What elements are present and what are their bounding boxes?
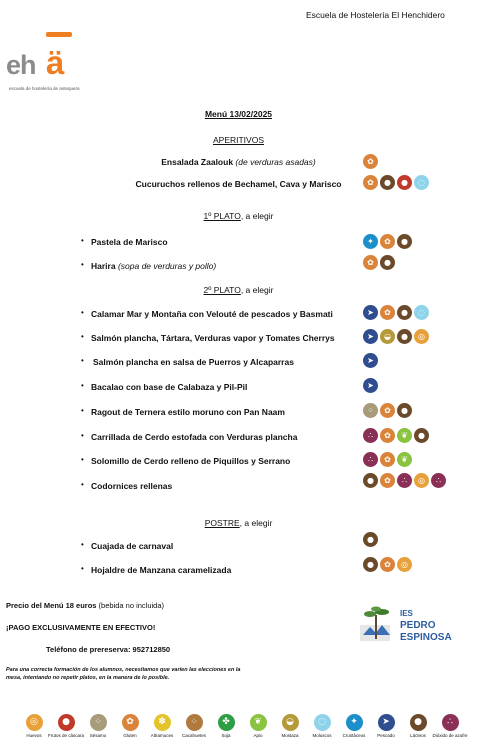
wheat-icon: ✿: [380, 428, 395, 443]
allergens-segundo-8: [363, 473, 446, 488]
mustard-icon: ◒: [380, 329, 395, 344]
allergens-postre-2: [363, 557, 412, 572]
dish-aperitivo-2: Cucuruchos rellenos de Bechamel, Cava y Marisco: [135, 179, 342, 189]
milk-icon: ●: [363, 532, 378, 547]
crustacean-icon: ✦: [363, 234, 378, 249]
sesame-icon: ⁘: [90, 714, 107, 731]
student-note: Para una correcta formación de los alumnos, necesitamos que varíen las elecciones en la mesa, intentando no repetir platos, en la manera de lo posible.: [6, 667, 241, 681]
allergens-segundo-2: [363, 329, 429, 344]
mollusc-icon: ◌: [414, 175, 429, 190]
egg-icon: ◎: [26, 714, 43, 731]
allergens-segundo-7: [363, 452, 412, 467]
logo-accent-letter: ä: [46, 44, 65, 81]
mollusc-icon: ◌: [314, 714, 331, 731]
legend-label: Gluten: [123, 733, 137, 738]
bullet: •: [81, 356, 84, 365]
nut-icon: ●: [58, 714, 75, 731]
olive-tree-icon: [360, 605, 396, 643]
school-logo: [6, 30, 98, 100]
allergens-primero-2: [363, 255, 395, 270]
wheat-icon: ✿: [380, 557, 395, 572]
wheat-icon: ✿: [380, 403, 395, 418]
bullet: •: [81, 540, 84, 549]
allergens-segundo-5: [363, 403, 412, 418]
dish-primero-1: Pastela de Marisco: [91, 237, 168, 247]
wheat-icon: ✿: [363, 255, 378, 270]
legend-label: Sésamo: [89, 733, 107, 738]
sesame-icon: ⁘: [363, 403, 378, 418]
celery-icon: ❦: [397, 428, 412, 443]
milk-icon: ●: [397, 329, 412, 344]
nut-icon: ●: [397, 175, 412, 190]
dish-segundo-4: Bacalao con base de Calabaza y Pil-Pil: [91, 382, 248, 392]
legend-label: Crustáceos: [342, 733, 366, 738]
wheat-icon: ✿: [380, 305, 395, 320]
school-name: Escuela de Hostelería El Henchidero: [306, 10, 445, 20]
legend-item-dioxido-azufre: [428, 711, 472, 739]
allergens-aperitivo-2: [363, 175, 429, 190]
price-line: Precio del Menú 18 euros (bebida no incluida): [6, 601, 165, 610]
legend-label: Pescado: [377, 733, 395, 738]
legend-label: Lácteos: [410, 733, 426, 738]
sulphite-icon: ∴: [397, 473, 412, 488]
fish-icon: ➤: [363, 378, 378, 393]
milk-icon: ●: [363, 557, 378, 572]
sulphite-icon: ∴: [442, 714, 459, 731]
bullet: •: [81, 406, 84, 415]
fish-icon: ➤: [363, 305, 378, 320]
logo-accent-bar: [46, 32, 72, 37]
menu-title: Menú 13/02/2025: [204, 109, 273, 119]
bullet: •: [81, 260, 84, 269]
dish-postre-1: Cuajada de carnaval: [91, 541, 174, 551]
wheat-icon: ✿: [363, 154, 378, 169]
milk-icon: ●: [363, 473, 378, 488]
mustard-icon: ◒: [282, 714, 299, 731]
lupin-icon: ✽: [154, 714, 171, 731]
dish-segundo-5: Ragout de Ternera estilo moruno con Pan Naam: [91, 407, 285, 417]
egg-icon: ◎: [414, 473, 429, 488]
wheat-icon: ✿: [363, 175, 378, 190]
dish-segundo-8: Codornices rellenas: [91, 481, 173, 491]
wheat-icon: ✿: [380, 234, 395, 249]
legend-label: Mostaza: [281, 733, 299, 738]
fish-icon: ➤: [378, 714, 395, 731]
egg-icon: ◎: [414, 329, 429, 344]
allergens-segundo-4: [363, 378, 378, 393]
section-postre: POSTRE, a elegir: [204, 518, 273, 528]
soy-icon: ✤: [218, 714, 235, 731]
bullet: •: [81, 308, 84, 317]
milk-icon: ●: [414, 428, 429, 443]
allergens-segundo-1: [363, 305, 429, 320]
milk-icon: ●: [397, 234, 412, 249]
dish-primero-2: Harira (sopa de verduras y pollo): [91, 261, 217, 271]
sulphite-icon: ∴: [363, 428, 378, 443]
section-primero: 1º PLATO, a elegir: [203, 211, 274, 221]
dish-segundo-7: Solomillo de Cerdo relleno de Piquillos y Serrano: [91, 456, 291, 466]
celery-icon: ❦: [397, 452, 412, 467]
ies-logo: [360, 605, 456, 645]
bullet: •: [81, 455, 84, 464]
celery-icon: ❦: [250, 714, 267, 731]
legend-label: Altramuces: [150, 733, 174, 738]
logo-mark: eh: [6, 50, 36, 80]
fish-icon: ➤: [363, 353, 378, 368]
legend-label: Dióxido de azufre: [432, 733, 468, 738]
milk-icon: ●: [380, 255, 395, 270]
section-aperitivos: APERITIVOS: [212, 135, 264, 145]
allergens-postre-1: [363, 532, 378, 547]
peanut-icon: ⁘: [186, 714, 203, 731]
egg-icon: ◎: [397, 557, 412, 572]
dish-segundo-1: Calamar Mar y Montaña con Velouté de pescados y Basmati: [91, 309, 333, 319]
ies-label: IES: [400, 609, 413, 618]
phone-line: Teléfono de prereserva: 952712850: [46, 645, 171, 654]
mollusc-icon: ◌: [414, 305, 429, 320]
fish-icon: ➤: [363, 329, 378, 344]
dish-aperitivo-1: Ensalada Zaalouk (de verduras asadas): [161, 157, 316, 167]
bullet: •: [81, 236, 84, 245]
milk-icon: ●: [410, 714, 427, 731]
crustacean-icon: ✦: [346, 714, 363, 731]
legend-label: Apio: [253, 733, 263, 738]
milk-icon: ●: [397, 403, 412, 418]
sulphite-icon: ∴: [363, 452, 378, 467]
bullet: •: [81, 480, 84, 489]
wheat-icon: ✿: [122, 714, 139, 731]
bullet: •: [81, 564, 84, 573]
allergens-segundo-3: [363, 353, 378, 368]
legend-label: Huevos: [26, 733, 42, 738]
allergens-aperitivo-1: [363, 154, 378, 169]
dish-segundo-3: Salmón plancha en salsa de Puerros y Alcaparras: [93, 357, 294, 367]
wheat-icon: ✿: [380, 473, 395, 488]
logo-subtitle: escuela de hostelería de antequera: [9, 86, 80, 91]
legend-label: Moluscos: [312, 733, 332, 738]
allergens-segundo-6: [363, 428, 429, 443]
wheat-icon: ✿: [380, 452, 395, 467]
bullet: •: [81, 381, 84, 390]
section-segundo: 2º PLATO, a elegir: [203, 285, 274, 295]
sulphite-icon: ∴: [431, 473, 446, 488]
bullet: •: [81, 332, 84, 341]
allergens-primero-1: [363, 234, 412, 249]
legend-label: Cacahuetes: [181, 733, 207, 738]
ies-name-line-1: PEDRO: [400, 620, 436, 631]
legend-label: Frutos de cáscara: [47, 733, 84, 738]
ies-name-line-2: ESPINOSA: [400, 632, 452, 643]
cash-only-notice: ¡PAGO EXCLUSIVAMENTE EN EFECTIVO!: [6, 623, 156, 632]
legend-label: Soja: [221, 733, 231, 738]
dish-postre-2: Hojaldre de Manzana caramelizada: [91, 565, 232, 575]
dish-segundo-6: Carrillada de Cerdo estofada con Verduras plancha: [91, 432, 298, 442]
dish-segundo-2: Salmón plancha, Tártara, Verduras vapor y Tomates Cherrys: [91, 333, 335, 343]
milk-icon: ●: [397, 305, 412, 320]
milk-icon: ●: [380, 175, 395, 190]
bullet: •: [81, 431, 84, 440]
